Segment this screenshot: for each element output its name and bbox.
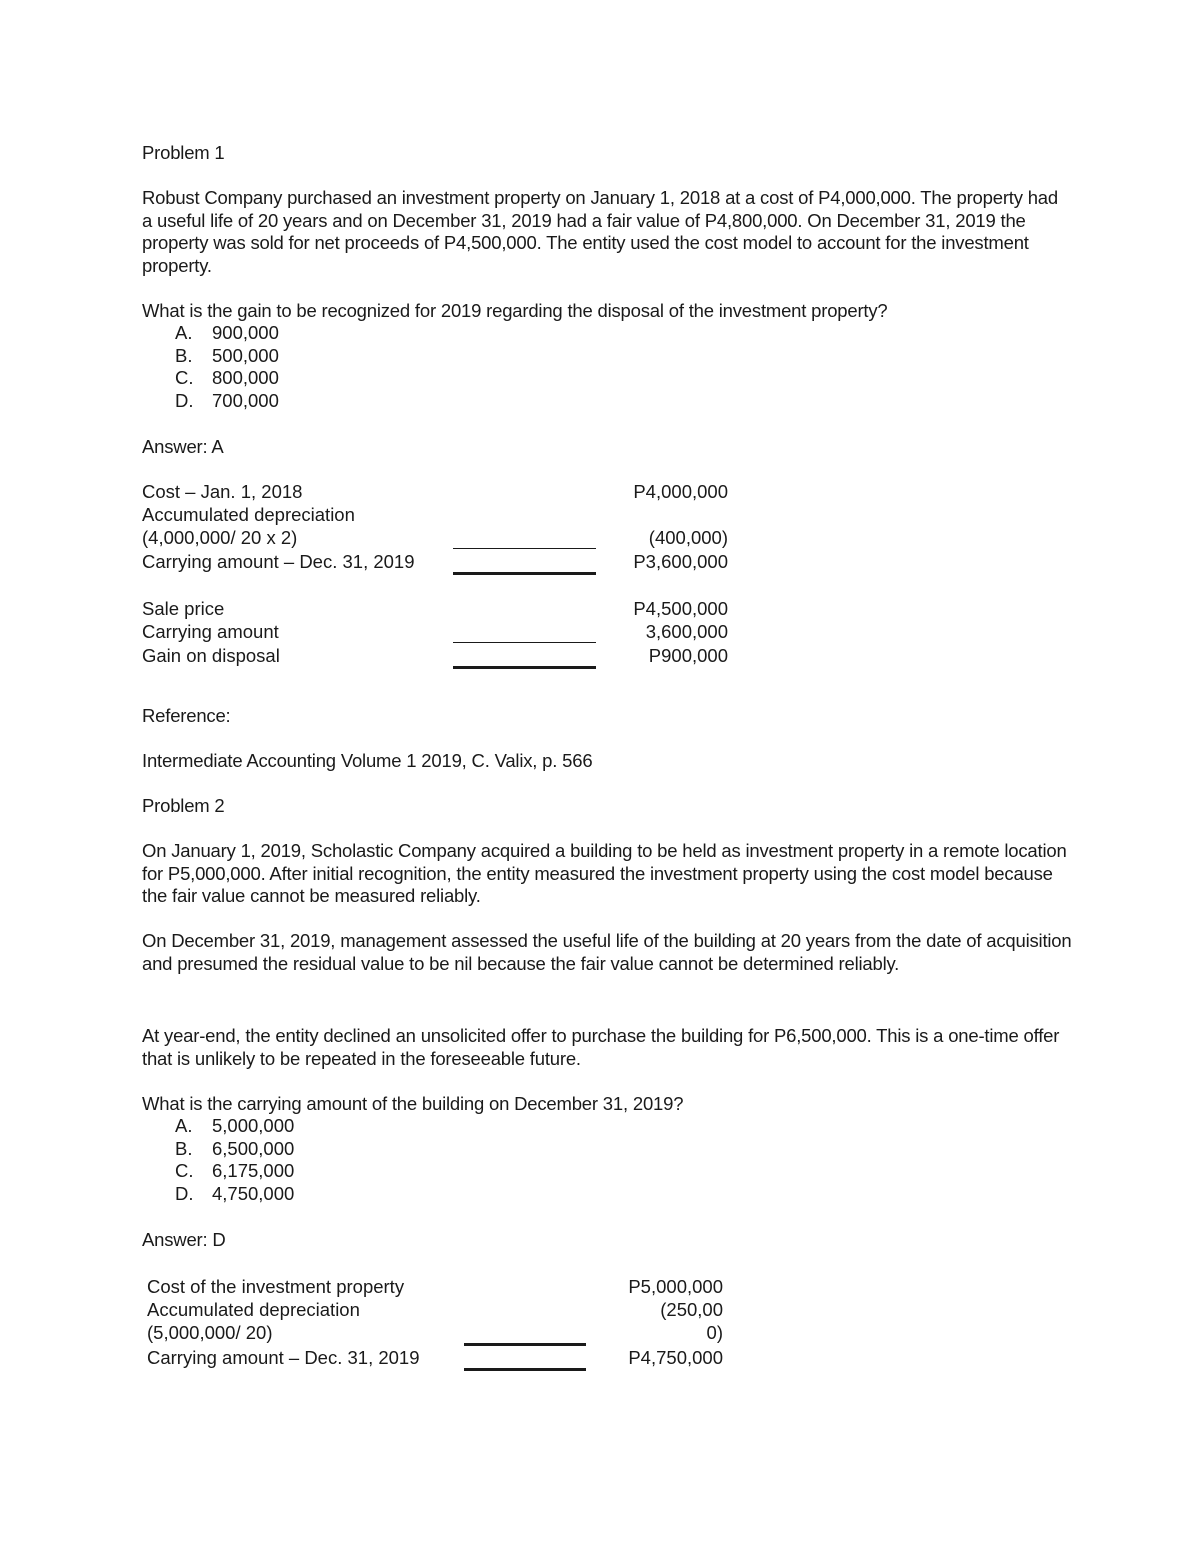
divider-line [453, 642, 596, 643]
problem-2-paragraph-3: At year-end, the entity declined an unsolicited offer to purchase the building for P6,500,000. This is a one-time offer that is unlikely to be repeated in the foreseeable future. [142, 1025, 1060, 1069]
problem-2-choices [175, 1115, 294, 1206]
divider-line [453, 572, 596, 575]
choice-item: C. 800,000 [175, 367, 279, 389]
problem-1-answer: Answer: A [142, 436, 224, 457]
document-page: Problem 1 Robust Company purchased an investment property on January 1, 2018 at a cost of P4,000,000. The property had a useful life of 20 years and on December 31, 2019 had a fair value of P4,800,000. On December 31, 2019 the property was sold for net proceeds of P4,500,000. The entity used the cost model to account for the investment property. What is the gain to be recognized for 2019 regarding the disposal of the investment property? A. 900,000 B. 500,000 C. 800,000 D. 700,000 Answer: A Cost – Jan. 1, 2018 P4,000,000 Accumulated depreciation (4,000,000/ 20 x 2) (400,000) Carrying amount – Dec. 31, 2019 P3,600,000 Sale price P4,500,000 Carrying amount 3,600,000 Gain on disposal P900,000 Reference: Intermediate Accounting Volume 1 2019, C. Valix, p. 566 Problem 2 On January 1, 2019, Scholastic Company acquired a building to be held as investment property in a remote location for P5,000,000. After initial recognition, the entity measured the investment property using the cost model because the fair value cannot be measured reliably. On December 31, 2019, management assessed the useful life of the building at 20 years from the date of acquisition and presumed the residual value to be nil because the fair value cannot be determined reliably. At year-end, the entity declined an unsolicited offer to purchase the building for P6,500,000. This is a one-time offer that is unlikely to be repeated in the foreseeable future. What is the carrying amount of the building on December 31, 2019? A. 5,000,000 B. 6,500,000 C. 6,175,000 D. 4,750,000 Answer: D Cost of the investment property P5,000,000 Accumulated depreciation (250,00 (5,000,000/ 20) 0) Carrying amount – Dec. 31, 2019 P4,750,000 [0, 0, 1200, 1553]
problem-2-question: What is the carrying amount of the building on December 31, 2019? [142, 1093, 684, 1114]
problem-1-paragraph: Robust Company purchased an investment property on January 1, 2018 at a cost of P4,000,000. The property had a useful life of 20 years and on December 31, 2019 had a fair value of P4,800,000. On December 31, 2019 the property was sold for net proceeds of P4,500,000. The entity used the cost model to account for the investment property. [142, 187, 1058, 277]
divider-line [453, 666, 596, 669]
choice-item: B. 500,000 [175, 344, 279, 366]
divider-line [453, 548, 596, 549]
problem-2-paragraph-1: On January 1, 2019, Scholastic Company acquired a building to be held as investment property in a remote location for P5,000,000. After initial recognition, the entity measured the investment property using the cost model because the fair value cannot be measured reliably. [142, 840, 1067, 907]
choice-item: A. 5,000,000 [175, 1115, 295, 1136]
choice-item: C. 6,175,000 [175, 1160, 295, 1182]
problem-1-heading: Problem 1 [142, 142, 225, 163]
choice-item: D. 700,000 [175, 390, 279, 412]
choice-item: D. 4,750,000 [175, 1183, 295, 1205]
problem-2-heading: Problem 2 [142, 795, 225, 816]
choice-item: A. 900,000 [175, 322, 279, 343]
problem-1-choices [175, 322, 279, 413]
problem-2-answer: Answer: D [142, 1229, 226, 1250]
choice-item: B. 6,500,000 [175, 1137, 295, 1159]
reference-text: Intermediate Accounting Volume 1 2019, C. Valix, p. 566 [142, 750, 593, 771]
problem-2-paragraph-2: On December 31, 2019, management assessed the useful life of the building at 20 years from the date of acquisition and presumed the residual value to be nil because the fair value cannot be determined reliably. [142, 930, 1072, 974]
divider-line [464, 1368, 586, 1371]
reference-heading: Reference: [142, 705, 231, 726]
problem-1-question: What is the gain to be recognized for 2019 regarding the disposal of the investment property? [142, 300, 888, 321]
